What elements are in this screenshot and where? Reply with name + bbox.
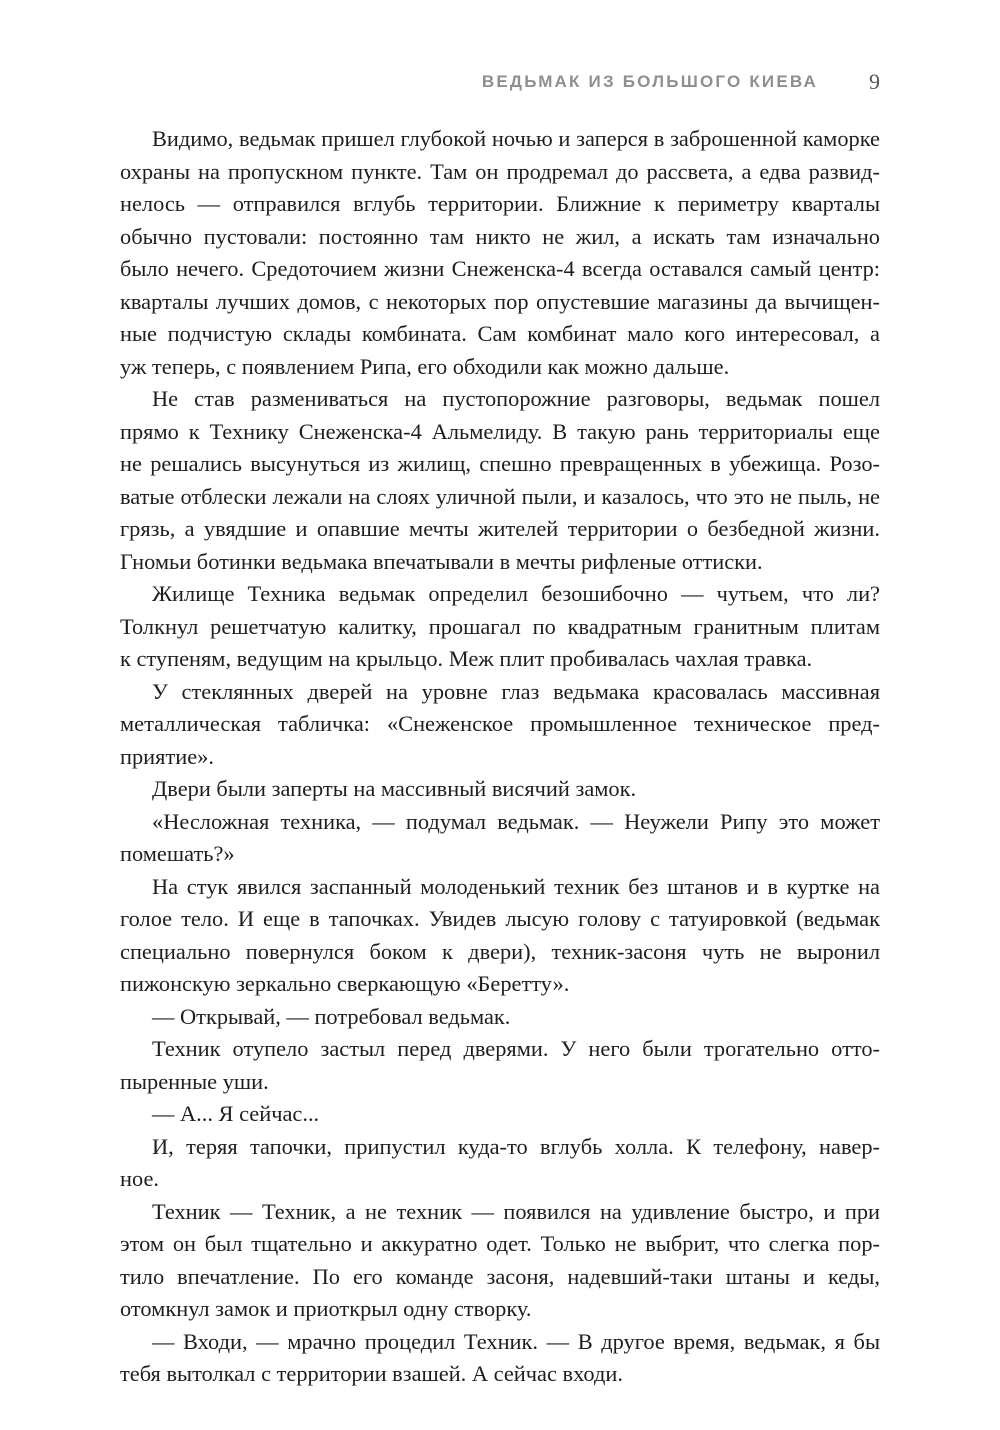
body-text <box>120 123 880 1391</box>
text-line: кварталы лучших домов, с некоторых пор опустевшие магазины да вычищен- <box>120 288 880 314</box>
text-line: Видимо, ведьмак пришел глубокой ночью и заперся в заброшенной каморке <box>152 126 880 151</box>
text-line: ное. <box>120 1166 159 1191</box>
text-line: Гномьи ботинки ведьмака впечатывали в мечты рифленые оттиски. <box>120 548 763 574</box>
text-line: металлическая табличка: «Снеженское промышленное техническое пред- <box>120 711 880 736</box>
running-title: ВЕДЬМАК ИЗ БОЛЬШОГО КИЕВА <box>481 72 818 91</box>
running-head <box>120 70 880 100</box>
text-line: пыренные уши. <box>120 1068 269 1094</box>
text-line: помешать?» <box>120 841 235 866</box>
text-line: отомкнул замок и приоткрыл одну створку. <box>120 1296 532 1321</box>
text-line: было нечего. Средоточием жизни Снеженска-4 всегда оставался самый центр: <box>120 256 880 281</box>
text-line: к ступеням, ведущим на крыльцо. Меж плит пробивалась чахлая травка. <box>120 646 813 671</box>
text-line: ные подчистую склады комбината. Сам комбинат мало кого интересовал, а <box>120 321 880 346</box>
text-line: Жилище Техника ведьмак определил безошибочно — чутьем, что ли? <box>152 581 880 606</box>
text-line: — Открывай, — потребовал ведьмак. <box>152 1003 511 1029</box>
text-line: — А... Я сейчас... <box>152 1101 320 1126</box>
text-line: Толкнул решетчатую калитку, прошагал по квадратным гранитным плитам <box>120 613 880 639</box>
text-line: ватые отблески лежали на слоях уличной пыли, и казалось, что это не пыль, не <box>120 483 880 509</box>
text-line: Техник отупело застыл перед дверями. У него были трогательно отто- <box>152 1036 880 1061</box>
text-line: У стеклянных дверей на уровне глаз ведьмака красовалась массивная <box>152 678 880 704</box>
text-line: голое тело. И еще в тапочках. Увидев лысую голову с татуировкой (ведьмак <box>120 906 880 931</box>
text-line: Не став размениваться на пустопорожние разговоры, ведьмак пошел <box>152 386 880 411</box>
text-line: охраны на пропускном пункте. Там он продремал до рассвета, а едва развид- <box>120 158 880 184</box>
text-line: этом он был тщательно и аккуратно одет. Только не выбрит, что слегка пор- <box>120 1231 880 1256</box>
text-line: нелось — отправился вглубь территории. Ближние к периметру кварталы <box>120 191 880 216</box>
text-line: обычно пустовали: постоянно там никто не жил, а искать там изначально <box>120 223 880 249</box>
text-line: Двери были заперты на массивный висячий замок. <box>152 776 637 801</box>
text-line: пижонскую зеркально сверкающую «Беретту». <box>120 971 570 996</box>
text-line: уж теперь, с появлением Рипа, его обходили как можно дальше. <box>120 353 730 379</box>
text-line: приятие». <box>120 743 214 769</box>
text-line: тебя вытолкал с территории взашей. А сейчас входи. <box>120 1361 623 1386</box>
text-line: грязь, а увядшие и опавшие мечты жителей территории о безбедной жизни. <box>120 516 880 541</box>
text-line: «Несложная техника, — подумал ведьмак. — Неужели Рипу это может <box>152 808 880 834</box>
text-line: Техник — Техник, а не техник — появился на удивление быстро, и при <box>152 1198 880 1224</box>
text-line: прямо к Технику Снеженска-4 Альмелиду. В такую рань территориалы еще <box>120 418 880 444</box>
text-line: не решались высунуться из жилищ, спешно превращенных в убежища. Розо- <box>120 451 880 476</box>
text-line: — Входи, — мрачно процедил Техник. — В другое время, ведьмак, я бы <box>152 1328 880 1354</box>
text-line: специально повернулся боком к двери), техник-засоня чуть не выронил <box>120 938 880 964</box>
text-line: На стук явился заспанный молоденький техник без штанов и в куртке на <box>152 873 880 899</box>
text-line: тило впечатление. По его команде засоня, надевший-таки штаны и кеды, <box>120 1263 880 1289</box>
text-line: И, теряя тапочки, припустил куда-то вглубь холла. К телефону, навер- <box>152 1133 880 1159</box>
page-number: 9 <box>869 69 880 94</box>
